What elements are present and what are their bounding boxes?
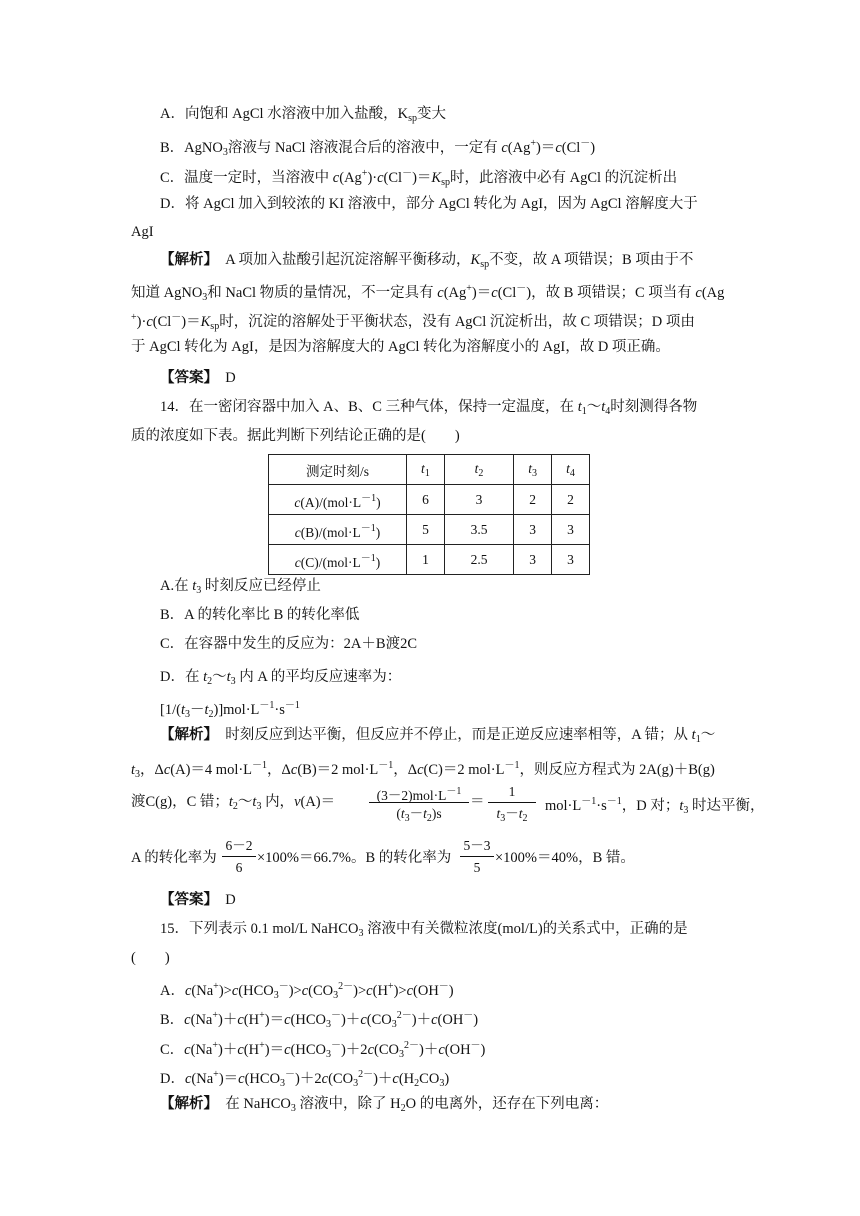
q14-option-d-line1: D．在 $t_2\sim t_3$ 内 A 的平均反应速率为： [160, 669, 402, 687]
table-cell: 5 [407, 515, 445, 545]
table-cell: 2 [514, 485, 552, 515]
table-row [269, 515, 590, 545]
table-cell: 3 [514, 515, 552, 545]
q15-option-b: B．$c(Na^+)+c(H^+)=c(HCO_3^-)+c(CO_3^{2-})+c(OH^-)$ [160, 1010, 479, 1030]
q14-analysis-line2: $t_3$，Δc(A)＝4 $mol\cdot L^{-1}$，Δc(B)＝2 $mol\cdot L^{-1}$，Δc(C)＝2 $mol\cdot L^{-1}$，则反应方程式为 2A(g)＋B(g) [131, 760, 715, 780]
table-cell: 2 [552, 485, 590, 515]
fraction-4-numerator: 5－3 [463, 838, 491, 853]
fraction-2-denominator: $t_3-t_2$ [496, 806, 528, 824]
table-header-cell: $t_1$ [407, 455, 445, 485]
q13-option-c: C．温度一定时，当溶液中 $c(Ag^+)\cdot c(Cl^-)=K_{sp}$时，此溶液中必有 AgCl 的沉淀析出 [160, 168, 678, 188]
fraction-1-denominator: $(t_3-t_2)s$ [396, 806, 442, 824]
table-cell: 3.5 [444, 515, 513, 545]
fraction-4-denominator: 5 [473, 860, 481, 875]
equals-sign: ＝ [470, 794, 485, 810]
fraction-1-bar [369, 802, 469, 803]
q14-analysis-line1: 【解析】 时刻反应到达平衡，但反应并不停止，而是正逆反应速率相等，A 错；从 $t_1\sim$ [160, 727, 716, 745]
q15-option-d: D．$c(Na^+)=c(HCO_3^-)+2c(CO_3^{2-})+c(H_2CO_3)$ [160, 1069, 450, 1089]
q13-answer: 【答案】 D [160, 370, 236, 386]
table-row [269, 545, 590, 575]
fraction-1-numerator: $(3-2)mol\cdot L^{-1}$ [376, 786, 462, 803]
q15-stem-line1: 15．下列表示 0.1 mol/L NaHCO$_3$ 溶液中有关微粒浓度(mol/L)的关系式中，正确的是 [160, 921, 688, 939]
q15-option-a: A．$c(Na^+)>c(HCO_3^-)>c(CO_3^{2-})>c(H^+)>c(OH^-)$ [160, 981, 454, 1001]
table-row [269, 485, 590, 515]
table-cell: 3 [552, 515, 590, 545]
table-header-cell: $t_2$ [444, 455, 513, 485]
table-cell: $c(A)/(mol\cdot L^{-1})$ [269, 485, 407, 515]
q14-option-b: B．A 的转化率比 B 的转化率低 [160, 607, 360, 623]
q13-analysis-line1: 【解析】 A 项加入盐酸引起沉淀溶解平衡移动，$K_{sp}$不变，故 A 项错误；B 项由于不 [160, 252, 694, 270]
q15-option-c: C．$c(Na^+)+c(H^+)=c(HCO_3^-)+2c(CO_3^{2-})+c(OH^-)$ [160, 1040, 486, 1060]
q15-analysis-line1: 【解析】 在 NaHCO$_3$ 溶液中，除了 $H_2O$ 的电离外，还存在下列电离： [160, 1096, 609, 1114]
table-cell: 6 [407, 485, 445, 515]
fraction-3-bar [222, 856, 256, 857]
q14-analysis-line4c: ×100%＝40%，B 错。 [495, 850, 635, 866]
fraction-3-numerator: 6－2 [225, 838, 253, 853]
table-header-row [269, 455, 590, 485]
fraction-4-bar [460, 856, 494, 857]
table-header-cell: $t_4$ [552, 455, 590, 485]
table-cell: $c(C)/(mol\cdot L^{-1})$ [269, 545, 407, 575]
q14-stem-line1: 14．在一密闭容器中加入 A、B、C 三种气体，保持一定温度，在 $t_1\sim t_4$时刻测得各物 [160, 399, 698, 417]
q14-option-a: A.在 $t_3$ 时刻反应已经停止 [160, 578, 321, 596]
q13-option-d-line1: D．将 AgCl 加入到较浓的 KI 溶液中，部分 AgCl 转化为 AgI，因为 AgCl 溶解度大于 [160, 196, 698, 212]
table-header-cell: 测定时刻/s [269, 455, 407, 485]
q13-option-b: B．AgNO$_3$溶液与 NaCl 溶液混合后的溶液中，一定有 c(Ag+)＝c(Cl－) [160, 138, 596, 158]
q14-concentration-table [268, 454, 590, 575]
q13-option-a: A．向饱和 AgCl 水溶液中加入盐酸，$K_{sp}$变大 [160, 106, 447, 124]
q14-answer: 【答案】 D [160, 892, 236, 908]
fraction-2-bar [488, 802, 536, 803]
fraction-3-denominator: 6 [235, 860, 243, 875]
q14-option-d-line2: $[1/(t_3-t_2)]mol\cdot L^{-1}\cdot s^{-1}$ [160, 700, 300, 720]
q15-stem-line2: ( ) [131, 950, 170, 966]
q14-option-c: C．在容器中发生的反应为：2A＋B渡2C [160, 636, 417, 652]
table-cell: 3 [444, 485, 513, 515]
table-cell: 3 [552, 545, 590, 575]
q14-analysis-line4a: A 的转化率为 [131, 850, 217, 866]
q14-analysis-line3a: 渡C(g)，C 错；$t_2\sim t_3$ 内，v(A)＝ [131, 794, 336, 812]
q13-analysis-line4: 于 AgCl 转化为 AgI，是因为溶解度大的 AgCl 转化为溶解度小的 AgI，故 D 项正确。 [131, 339, 670, 355]
q13-analysis-line3: $^+)\cdot c(Cl^-)=K_{sp}$时，沉淀的溶解处于平衡状态，没有 AgCl 沉淀析出，故 C 项错误；D 项由 [131, 312, 695, 332]
q13-option-d-line2: AgI [131, 224, 154, 240]
fraction-2-numerator: 1 [508, 784, 516, 799]
q14-analysis-line3b: $mol\cdot L^{-1}\cdot s^{-1}$，D 对；$t_3$ 时达平衡， [545, 796, 765, 816]
q13-analysis-line2: 知道 AgNO$_3$和 NaCl 物质的量情况，不一定具有 c(Ag+)＝c(Cl－)，故 B 项错误；C 项当有 c(Ag [131, 283, 725, 303]
table-cell: $c(B)/(mol\cdot L^{-1})$ [269, 515, 407, 545]
table-cell: 2.5 [444, 545, 513, 575]
table-cell: 1 [407, 545, 445, 575]
table-cell: 3 [514, 545, 552, 575]
q14-analysis-line4b: ×100%＝66.7%。B 的转化率为 [257, 850, 452, 866]
q14-stem-line2: 质的浓度如下表。据此判断下列结论正确的是( ) [131, 428, 460, 444]
table-header-cell: $t_3$ [514, 455, 552, 485]
